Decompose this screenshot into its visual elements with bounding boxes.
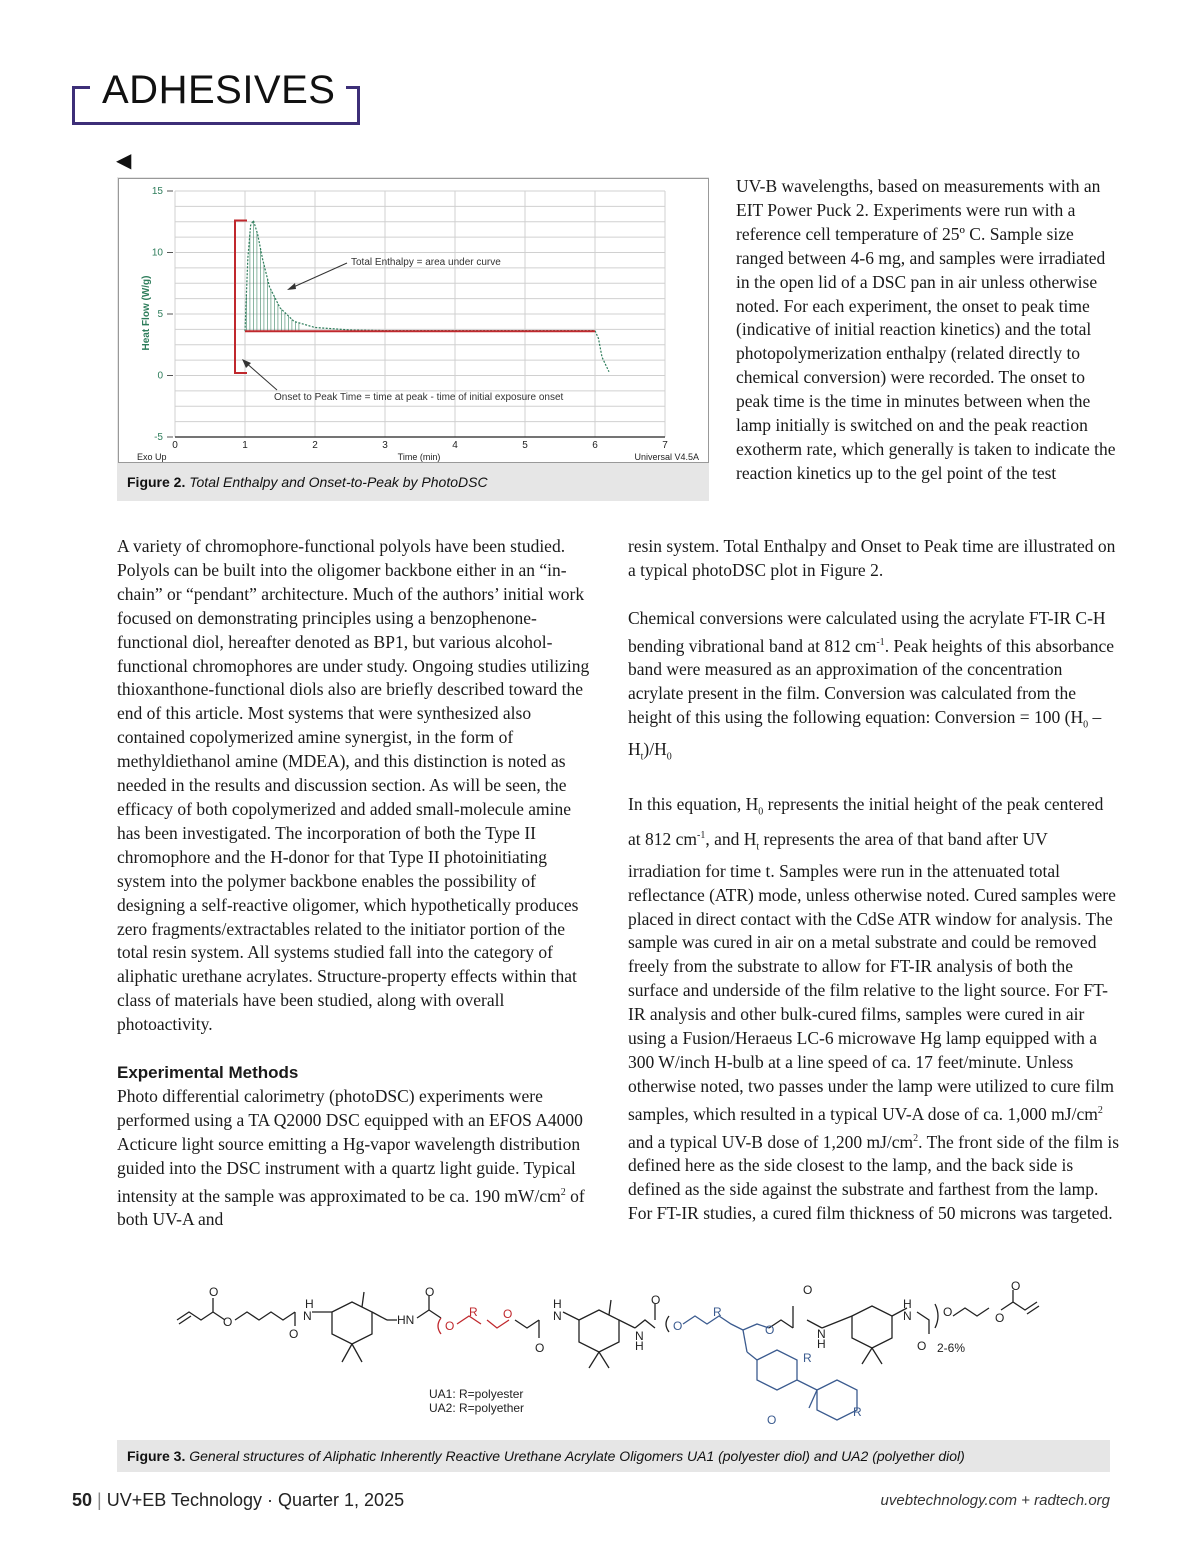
svg-text:O: O xyxy=(425,1285,435,1299)
y-tick-label: 15 xyxy=(151,186,163,197)
y-tick-label: 0 xyxy=(157,370,163,382)
paragraph-photodsc: Photo differential calorimetry (photoDSC) experiments were performed using a TA Q2000 DSC equipped with an EFOS A4000 Acticure light source emitting a Hg-vapor wavelength distribution guided into the DSC instrument with a quartz light guide. Typical intensity at the sample was approximated to be ca. 190 $mW/cm^2$ of both UV-A and xyxy=(117,1085,585,1230)
exo-up-label: Exo Up xyxy=(137,452,167,462)
x-tick-label: 4 xyxy=(452,440,458,451)
structure-red-labels xyxy=(445,1305,512,1333)
figure-3 xyxy=(117,1280,1110,1470)
svg-text:H: H xyxy=(305,1297,314,1311)
oligomer-structure-diagram xyxy=(117,1280,1110,1440)
back-arrow-icon[interactable]: ◀ xyxy=(116,148,132,172)
paragraph-chromophores: A variety of chromophore-functional polyols have been studied. Polyols can be built into the oligomer backbone either in an “in-chain” or “pendant” architecture. Much of the authors’ initial work focused on demonstrating principles using a benzophenone-functional diol, hereafter denoted as BP1, but various alcohol-functional chromophores are under study. Ongoing studies utilizing thioxanthone-functional diols also are briefly described toward the end of this article. Most systems that were synthesized also contained copolymerized amine synergist, in the form of methyldiethanol amine (MDEA), and this distinction is noted as needed in the results and discussion section. As will be seen, the efficacy of both copolymerized and added small-molecule amine has been investigated. The incorporation of both the Type II chromophore and the H-donor for that Type II photoinitiating system into the polymer backbone enables the possibility of designing a self-reactive oligomer, which hypothetically produces zero fragments/extractables related to the initiator portion of the total resin system. All systems studied fall into the category of aliphatic urethane acrylates. Structure-property effects within that class of materials have been studied, along with overall photoactivity. xyxy=(117,536,590,1035)
svg-text:O: O xyxy=(673,1319,683,1333)
legend-ua2: UA2: R=polyether xyxy=(429,1401,525,1415)
chart-ticks xyxy=(152,186,668,451)
y-axis-label: Heat Flow (W/g) xyxy=(141,275,152,351)
figure-3-label: Figure 3. xyxy=(127,1448,186,1464)
paragraph-figure-ref: resin system. Total Enthalpy and Onset to Peak time are illustrated on a typical photoDSC plot in Figure 2. xyxy=(628,536,1116,580)
publication-name: UV+EB Technology · Quarter 1, 2025 xyxy=(106,1490,405,1510)
cyclohexane-ring-left xyxy=(332,1302,372,1344)
x-tick-label: 3 xyxy=(382,440,388,451)
benzophenone-ring-1 xyxy=(757,1350,797,1390)
figure-2-caption xyxy=(127,474,488,490)
paragraph-uvb: UV-B wavelengths, based on measurements with an EIT Power Puck 2. Experiments were run with a reference cell temperature of 25º C. Sample size ranged between 4-6 mg, and samples were irradiated in the open lid of a DSC pan in air unless otherwise noted. For each experiment, the onset to peak time (indicative of initial reaction kinetics) and the total photopolymerization enthalpy (related directly to chemical conversion) were recorded. The onset to peak time is the time in minutes between when the lamp initially is switched on and the peak reaction exotherm rate, which generally is taken to indicate the reaction kinetics up to the gel point of the test xyxy=(736,176,1116,483)
figure-3-caption xyxy=(117,1440,1110,1472)
footer-separator: | xyxy=(97,1490,102,1510)
section-header xyxy=(72,70,362,128)
svg-text:HN: HN xyxy=(397,1313,415,1327)
svg-text:R: R xyxy=(713,1305,722,1319)
svg-text:O: O xyxy=(803,1283,813,1297)
figure-3-title: General structures of Aliphatic Inherently Reactive Urethane Acrylate Oligomers UA1 (polyester diol) and UA2 (polyether diol) xyxy=(189,1448,965,1464)
right-column-top xyxy=(736,175,1116,486)
x-tick-label: 2 xyxy=(312,440,318,451)
svg-text:O: O xyxy=(1011,1280,1021,1293)
cyclohexane-ring-right xyxy=(852,1306,892,1348)
x-tick-label: 1 xyxy=(242,440,248,451)
x-tick-label: 0 xyxy=(172,440,178,451)
svg-text:N: N xyxy=(635,1329,644,1343)
cyclohexane-ring-mid xyxy=(579,1310,619,1352)
x-axis-label: Time (min) xyxy=(397,452,441,462)
section-title: ADHESIVES xyxy=(98,68,339,113)
heat-flow-curve xyxy=(245,221,609,372)
page-number: 50 xyxy=(72,1490,93,1510)
y-tick-label: 5 xyxy=(157,309,163,320)
svg-text:R: R xyxy=(853,1405,862,1419)
svg-text:O: O xyxy=(917,1339,927,1353)
svg-text:O: O xyxy=(651,1293,661,1307)
repeat-unit-label: 2-6% xyxy=(937,1341,966,1355)
svg-text:H: H xyxy=(903,1297,912,1311)
enthalpy-arrow xyxy=(289,263,347,289)
benzophenone-ring-2 xyxy=(817,1380,857,1420)
footer-websites[interactable]: uvebtechnology.com + radtech.org xyxy=(880,1492,1110,1509)
svg-text:O: O xyxy=(209,1285,219,1299)
paragraph-equation-explanation: In this equation, $H_0$ represents the initial height of the peak centered at 812 $cm^{-1}$, and $H_t$ represents the area of that band after UV irradiation for time t. Samples were run in the attenuated total reflectance (ATR) mode, unless otherwise noted. Cured samples were placed in direct contact with the CdSe ATR window for analysis. The sample was cured in air on a metal substrate and could be removed freely from the substrate to allow for FT-IR analysis of both the surface and underside of the film relative to the light source. For FT-IR analysis and other bulk-cured films, samples were cured in air using a Fusion/Heraeus LC-6 microwave Hg lamp equipped with a 300 W/inch H-bulb at a line speed of ca. 17 feet/minute. Unless otherwise noted, two passes under the lamp were utilized to cure film samples, which resulted in a typical UV-A dose of ca. 1,000 $mJ/cm^2$ and a typical UV-B dose of 1,200 $mJ/cm^2$. The front side of the film is defined here as the side closest to the lamp, and the back side is defined as the side against the substrate and farthest from the lamp. For FT-IR studies, a cured film thickness of 50 microns was targeted. xyxy=(628,794,1120,1224)
y-tick-label: -5 xyxy=(154,432,163,443)
left-column xyxy=(117,535,597,1232)
legend-ua1: UA1: R=polyester xyxy=(429,1387,524,1401)
svg-text:O: O xyxy=(535,1341,545,1355)
enthalpy-arrowhead xyxy=(287,283,296,290)
svg-text:O: O xyxy=(765,1323,775,1337)
svg-text:O: O xyxy=(503,1307,513,1321)
acrylate-chain-left xyxy=(177,1312,225,1320)
photodsc-plot-svg xyxy=(119,179,708,462)
svg-text:H: H xyxy=(635,1339,644,1353)
svg-text:N: N xyxy=(903,1309,912,1323)
svg-text:O: O xyxy=(943,1305,953,1319)
x-tick-label: 5 xyxy=(522,440,528,451)
x-tick-label: 7 xyxy=(662,440,668,451)
svg-text:R: R xyxy=(469,1305,478,1319)
enthalpy-annotation: Total Enthalpy = area under curve xyxy=(351,257,501,268)
svg-text:O: O xyxy=(995,1311,1005,1325)
svg-text:H: H xyxy=(553,1297,562,1311)
experimental-methods-heading: Experimental Methods xyxy=(117,1063,299,1083)
svg-text:N: N xyxy=(817,1327,826,1341)
svg-text:O: O xyxy=(223,1315,233,1329)
right-column xyxy=(628,535,1120,1226)
figure-2-title: Total Enthalpy and Onset-to-Peak by PhotoDSC xyxy=(189,474,488,490)
onset-annotation: Onset to Peak Time = time at peak - time of initial exposure onset xyxy=(274,392,564,403)
repeat-paren-left xyxy=(438,1318,441,1334)
footer-left xyxy=(72,1490,404,1511)
software-version-label: Universal V4.5A xyxy=(634,452,699,462)
svg-text:R: R xyxy=(803,1351,812,1365)
y-tick-label: 10 xyxy=(151,247,163,259)
x-tick-label: 6 xyxy=(592,440,598,451)
svg-text:N: N xyxy=(553,1309,562,1323)
svg-text:H: H xyxy=(817,1337,826,1351)
svg-text:O: O xyxy=(445,1319,455,1333)
figure-2 xyxy=(117,177,709,501)
svg-text:O: O xyxy=(767,1413,777,1427)
svg-text:O: O xyxy=(289,1327,299,1341)
photodsc-chart xyxy=(118,178,709,463)
paragraph-conversion: Chemical conversions were calculated using the acrylate FT-IR C-H bending vibrational band at 812 $cm^{-1}$. Peak heights of this absorbance band were measured as an approximation of the concentration acrylate present in the film. Conversion was calculated from the height of this using the following equation: Conversion = 100 $(H_0 - H_t)/H_0$ xyxy=(628,607,1115,763)
figure-2-label: Figure 2. xyxy=(127,474,186,490)
svg-text:N: N xyxy=(303,1309,312,1323)
